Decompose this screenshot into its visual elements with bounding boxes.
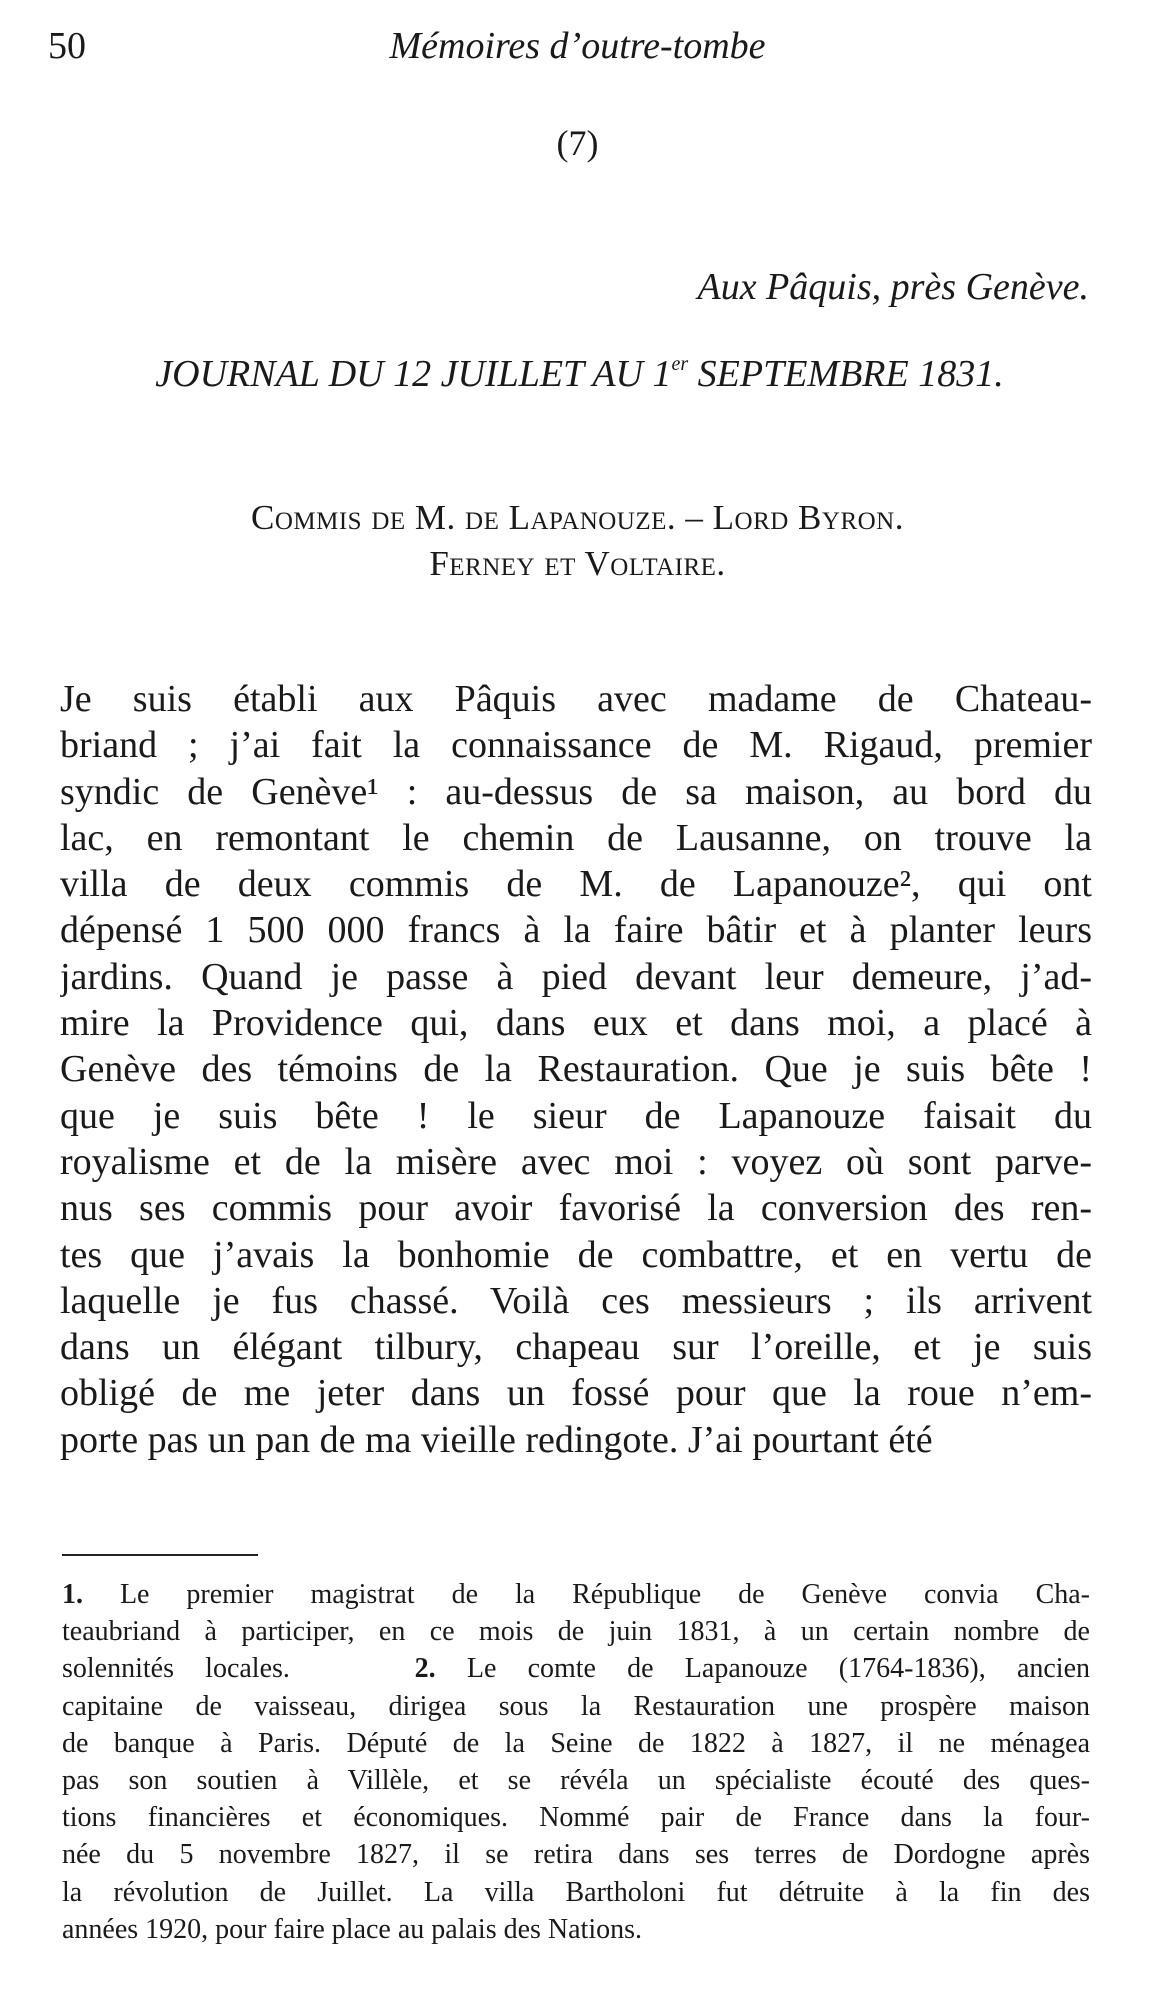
journal-title-start: JOURNAL DU 12 JUILLET AU 1 — [155, 353, 672, 395]
body-line: nus ses commis pour avoir favorisé la conversion des ren- — [60, 1187, 1092, 1230]
footnote-line — [62, 1874, 1090, 1911]
letter-number: (7) — [556, 123, 599, 163]
body-line: briand ; j’ai fait la connaissance de M. Rigaud, premier — [60, 724, 1092, 767]
summary-line: Ferney et Voltaire. — [429, 544, 726, 583]
body-text — [60, 676, 1092, 1463]
body-line: obligé de me jeter dans un fossé pour que la roue n’em- — [60, 1372, 1092, 1415]
footnote-text: pas son soutien à Villèle, et se révéla un spécialiste écouté des ques- — [62, 1765, 1090, 1797]
running-head — [48, 24, 1107, 80]
chapter-summary — [0, 495, 1155, 587]
body-line: que je suis bête ! le sieur de Lapanouze faisait du — [60, 1094, 1092, 1137]
journal-title-superscript: er — [671, 353, 689, 375]
body-line: dans un élégant tilbury, chapeau sur l’oreille, et je suis — [60, 1326, 1092, 1369]
footnote-text: teaubriand à participer, en ce mois de juin 1831, à un certain nombre de — [62, 1616, 1090, 1648]
footnote-text: capitaine de vaisseau, dirigea sous la Restauration une prospère maison — [62, 1690, 1090, 1722]
body-line: lac, en remontant le chemin de Lausanne, on trouve la — [60, 816, 1092, 859]
footnote-number: 2. — [414, 1653, 436, 1685]
body-line: mire la Providence qui, dans eux et dans moi, a placé à — [60, 1002, 1092, 1045]
footnote-line — [62, 1725, 1090, 1762]
footnote-line — [62, 1613, 1090, 1650]
footnote-text: née du 5 novembre 1827, il se retira dans ses terres de Dordogne après — [62, 1839, 1090, 1871]
footnote-line — [62, 1576, 1090, 1613]
summary-line: Commis de M. de Lapanouze. – Lord Byron. — [250, 498, 904, 537]
page-number: 50 — [48, 25, 86, 67]
body-line: jardins. Quand je passe à pied devant leur demeure, j’ad- — [60, 955, 1092, 998]
footnote-line — [62, 1799, 1090, 1836]
footnote-text: Le premier magistrat de la République de Genève convia Cha- — [83, 1579, 1090, 1610]
journal-title-end: SEPTEMBRE 1831. — [688, 353, 1004, 395]
body-line: tes que j’avais la bonhomie de combattre, et en vertu de — [60, 1233, 1092, 1276]
body-line: syndic de Genève¹ : au-dessus de sa maison, au bord du — [60, 770, 1092, 813]
body-line: dépensé 1 500 000 francs à la faire bâtir et à planter leurs — [60, 909, 1092, 952]
footnote-line — [62, 1836, 1090, 1873]
body-line: Genève des témoins de la Restauration. Que je suis bête ! — [60, 1048, 1092, 1091]
journal-title — [60, 352, 1099, 396]
body-line: laquelle je fus chassé. Voilà ces messieurs ; ils arrivent — [60, 1279, 1092, 1322]
book-title: Mémoires d’outre-tombe — [389, 25, 766, 67]
body-line: royalisme et de la misère avec moi : voyez où sont parve- — [60, 1140, 1092, 1183]
footnote-text: solennités locales. — [62, 1653, 290, 1685]
footnote-rule — [62, 1554, 258, 1556]
footnote-line — [62, 1762, 1090, 1799]
footnote-text: de banque à Paris. Député de la Seine de 1822 à 1827, il ne ménagea — [62, 1727, 1090, 1759]
body-line: Je suis établi aux Pâquis avec madame de Chateau- — [60, 678, 1092, 720]
place-line: Aux Pâquis, près Genève. — [697, 266, 1089, 308]
footnotes — [62, 1576, 1090, 1948]
footnote-line — [62, 1911, 1090, 1948]
body-line: porte pas un pan de ma vieille redingote. J’ai pourtant été — [60, 1418, 933, 1461]
footnote-text: tions financières et économiques. Nommé pair de France dans la four- — [62, 1802, 1090, 1834]
footnote-text: Le comte de Lapanouze (1764-1836), ancien — [435, 1653, 1091, 1685]
footnote-line — [62, 1688, 1090, 1725]
footnote-text: la révolution de Juillet. La villa Bartholoni fut détruite à la fin des — [62, 1876, 1090, 1908]
footnote-text: années 1920, pour faire place au palais des Nations. — [62, 1913, 643, 1945]
body-line: villa de deux commis de M. de Lapanouze², qui ont — [60, 863, 1092, 906]
footnote-line — [62, 1650, 1090, 1687]
footnote-number: 1. — [62, 1579, 83, 1610]
